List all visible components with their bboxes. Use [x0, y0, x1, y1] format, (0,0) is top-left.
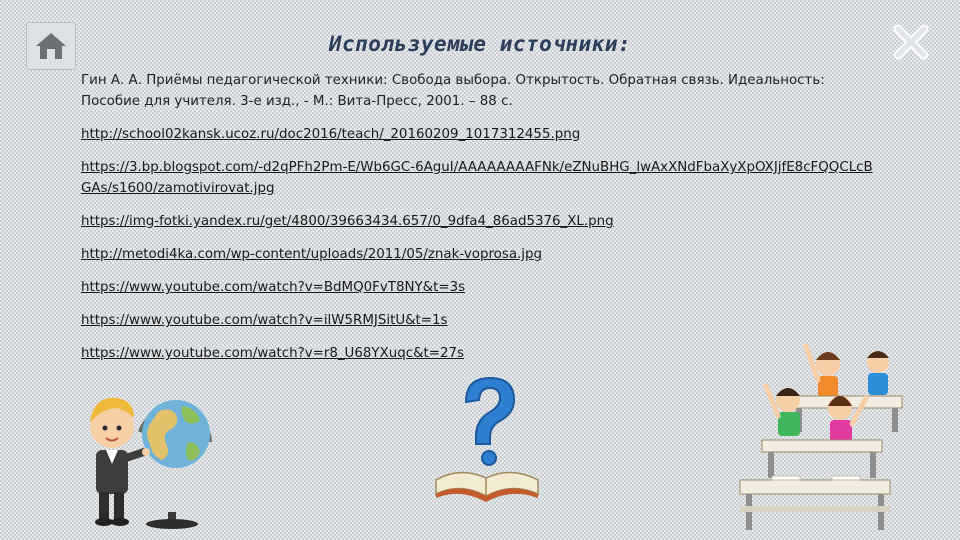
boy-with-globe-illustration: [70, 372, 230, 532]
source-link-6[interactable]: https://www.youtube.com/watch?v=ilW5RMJSitU&t=1s: [81, 313, 448, 328]
sources-list: [81, 70, 881, 376]
page-title: Используемые источники:: [328, 32, 632, 56]
classroom-children-illustration: [732, 340, 910, 536]
source-link-7[interactable]: https://www.youtube.com/watch?v=r8_U68YXuqc&t=27s: [81, 346, 465, 361]
source-link-4[interactable]: http://metodi4ka.com/wp-content/uploads/2011/05/znak-voprosa.jpg: [81, 247, 543, 262]
source-link-1[interactable]: http://school02kansk.ucoz.ru/doc2016/teach/_20160209_1017312455.png: [81, 127, 581, 142]
source-link-3[interactable]: https://img-fotki.yandex.ru/get/4800/39663434.657/0_9dfa4_86ad5376_XL.png: [81, 214, 614, 229]
source-link-5[interactable]: https://www.youtube.com/watch?v=BdMQ0FvT8NY&t=3s: [81, 280, 466, 295]
book-reference: Гин А. А. Приёмы педагогической техники: Свобода выбора. Открытость. Обратная связь. Идеальность: Пособие для учителя. 3-е изд., - М.: Вита-Пресс, 2001. – 88 с.: [81, 73, 825, 109]
source-link-2[interactable]: https://3.bp.blogspot.com/-d2qPFh2Pm-E/Wb6GC-6AguI/AAAAAAAAFNk/eZNuBHG_lwAxXNdFbaXyXpOXJjfE8cFQQCLcBGAs/s1600/zamotivirovat.jpg: [81, 160, 873, 196]
question-mark-book-illustration: [432, 372, 542, 504]
